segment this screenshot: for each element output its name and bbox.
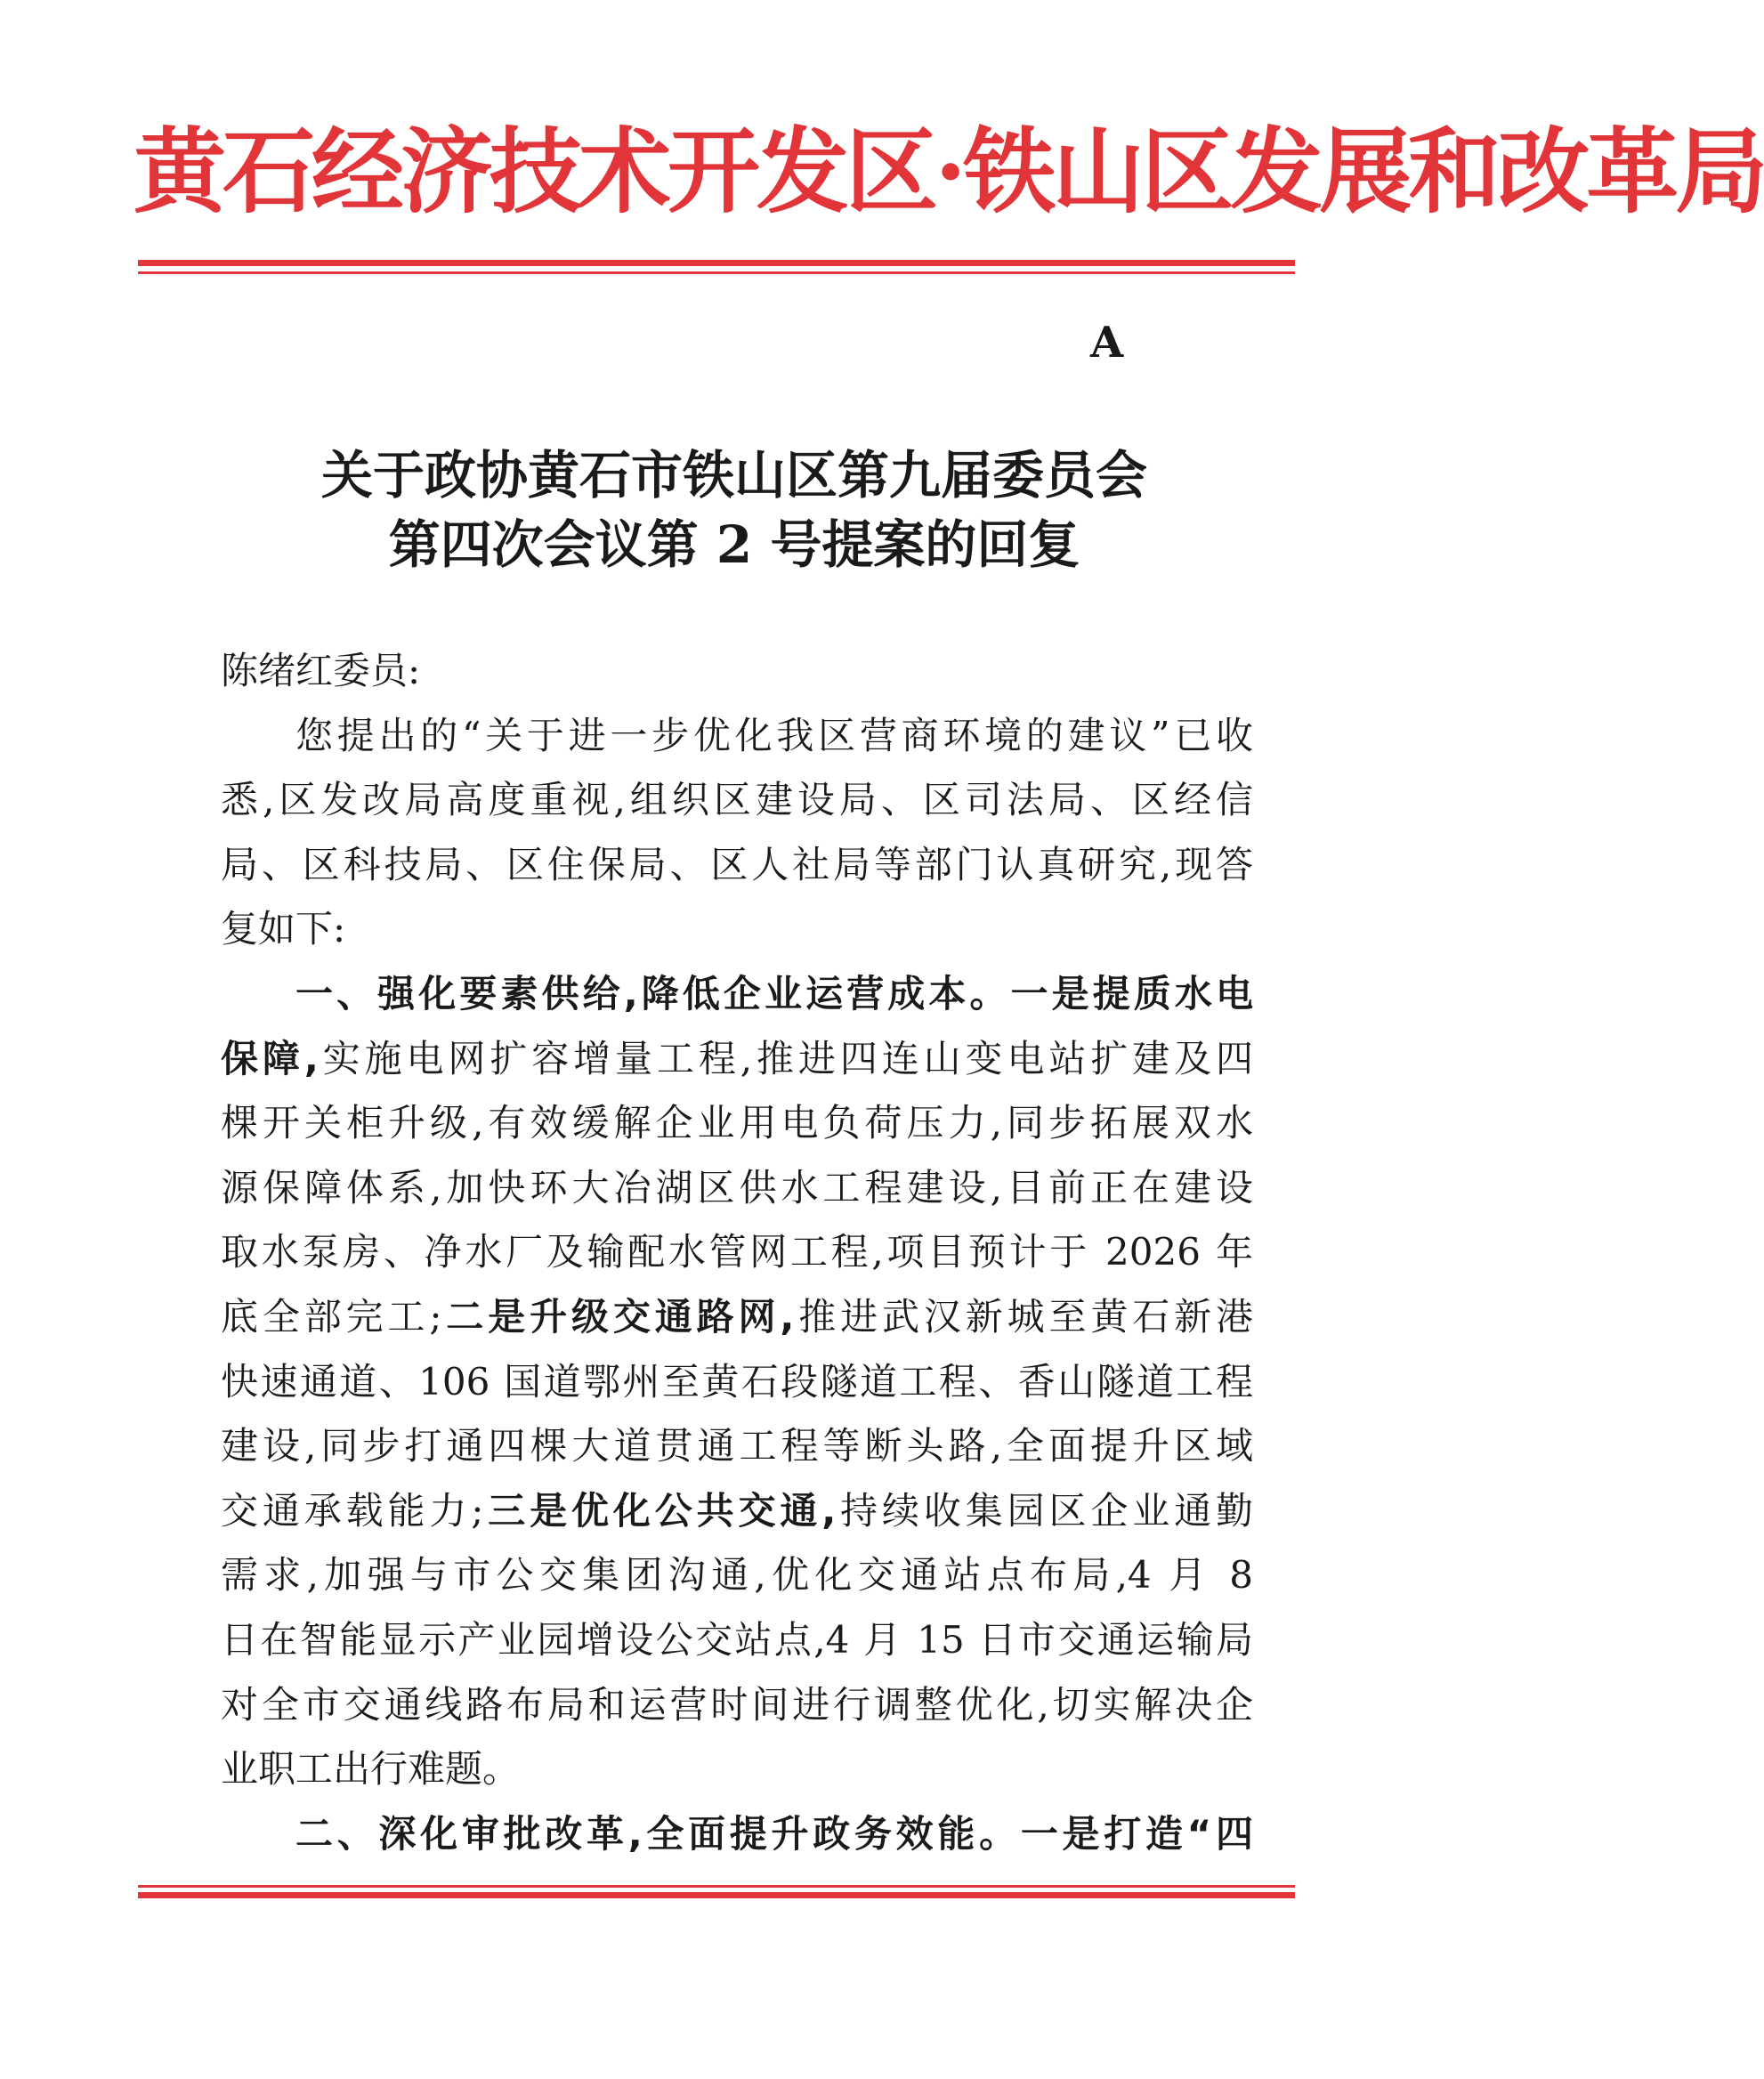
section-1-line: 建设,同步打通四棵大道贯通工程等断头路,全面提升区域 <box>221 1424 1253 1468</box>
section-2-line <box>221 1802 1253 1867</box>
section-1-line <box>221 1027 1253 1092</box>
section-1-line: 业职工出行难题。 <box>221 1747 521 1792</box>
point-3-title: 三是优化公共交通, <box>483 1488 837 1533</box>
point-1-title: 一是提质水电 <box>1010 971 1253 1015</box>
section-1-line: 需求,加强与市公交集团沟通,优化交通站点布局,4 月 8 <box>221 1553 1253 1598</box>
intro-line: 您提出的“关于进一步优化我区营商环境的建议”已收 <box>295 713 1253 757</box>
footer-rule-thick <box>138 1892 1295 1898</box>
section-2-heading: 二、深化审批改革,全面提升政务效能。 <box>295 1811 1021 1856</box>
letterhead-rule-thin <box>138 271 1295 274</box>
point-2-title: 二是升级交通路网, <box>441 1294 795 1339</box>
intro-line: 局、区科技局、区住保局、区人社局等部门认真研究,现答 <box>221 842 1253 886</box>
intro-line: 复如下: <box>221 907 346 951</box>
section-1-line: 对全市交通线路布局和运营时间进行调整优化,切实解决企 <box>221 1682 1253 1727</box>
letterhead-rule-thick <box>138 260 1295 266</box>
document-body <box>221 639 1253 1866</box>
footer-rule-thin <box>138 1885 1295 1888</box>
section-1-line: 取水泵房、净水厂及输配水管网工程,项目预计于 2026 年 <box>221 1230 1253 1274</box>
level-mark: A <box>1090 318 1124 368</box>
document-title-line-2: 第四次会议第 2 号提案的回复 <box>388 514 1080 575</box>
document-title-line-1: 关于政协黄石市铁山区第九届委员会 <box>320 445 1147 506</box>
section-1-line: 快速通道、106 国道鄂州至黄石段隧道工程、香山隧道工程 <box>221 1359 1253 1404</box>
point-1-title-cont: 保障, <box>221 1036 319 1080</box>
section-1-line <box>221 1285 1253 1350</box>
section-2-lead: 一是打造“四 <box>1020 1811 1253 1856</box>
section-1-text: 推进武汉新城至黄石新港 <box>794 1294 1253 1339</box>
section-1-line: 日在智能显示产业园增设公交站点,4 月 15 日市交通运输局 <box>221 1617 1253 1662</box>
salutation: 陈绪红委员: <box>221 649 421 692</box>
section-1-text: 交通承载能力; <box>221 1488 484 1533</box>
section-1-text: 实施电网扩容增量工程,推进四连山变电站扩建及四 <box>318 1036 1253 1080</box>
section-1-heading: 一、强化要素供给,降低企业运营成本。 <box>295 971 1011 1015</box>
section-1-line <box>221 962 1253 1027</box>
section-1-line: 棵开关柜升级,有效缓解企业用电负荷压力,同步拓展双水 <box>221 1101 1253 1145</box>
section-1-text: 底全部完工; <box>221 1294 442 1339</box>
section-1-text: 持续收集园区企业通勤 <box>836 1488 1253 1533</box>
intro-line: 悉,区发改局高度重视,组织区建设局、区司法局、区经信 <box>221 778 1253 822</box>
section-1-line: 源保障体系,加快环大冶湖区供水工程建设,目前正在建设 <box>221 1165 1253 1209</box>
letterhead-issuer: 黄石经济技术开发区·铁山区发展和改革局 <box>134 117 1764 226</box>
section-1-line <box>221 1479 1253 1544</box>
